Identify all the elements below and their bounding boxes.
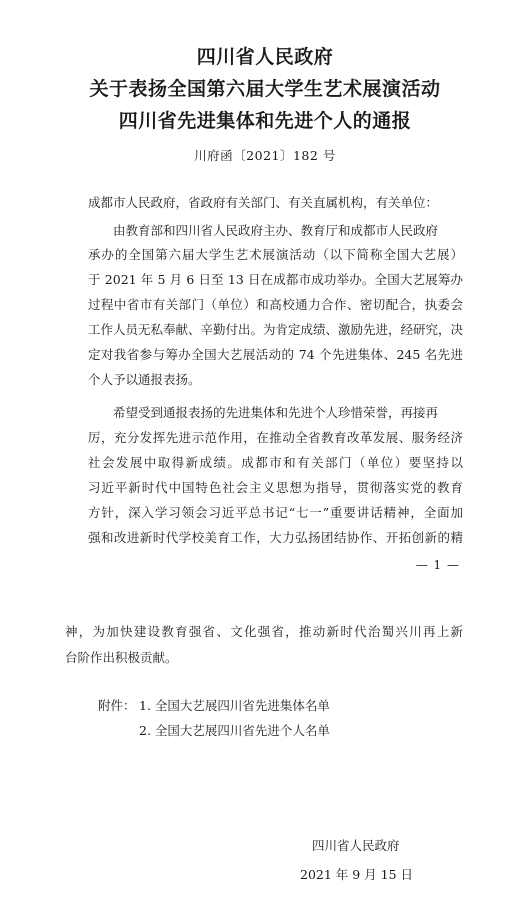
paragraph-1-line: 于 2021 年 5 月 6 日至 13 日在成都市成功举办。全国大艺展筹办	[88, 272, 463, 287]
signature-organization: 四川省人民政府	[312, 838, 400, 853]
attachment-item: 1. 全国大艺展四川省先进集体名单	[139, 698, 330, 713]
title-line-2: 关于表扬全国第六届大学生艺术展演活动	[89, 78, 441, 100]
title-line-1: 四川省人民政府	[196, 46, 334, 68]
signature-date: 2021 年 9 月 15 日	[300, 867, 414, 882]
paragraph-2-line: 习近平新时代中国特色社会主义思想为指导，贯彻落实党的教育	[88, 480, 463, 495]
paragraph-2-line: 希望受到通报表扬的先进集体和先进个人珍惜荣誉，再接再	[113, 405, 439, 420]
paragraph-2-line: 强和改进新时代学校美育工作，大力弘扬团结协作、开拓创新的精	[88, 530, 463, 545]
paragraph-1-line: 由教育部和四川省人民政府主办、教育厅和成都市人民政府	[113, 223, 439, 238]
paragraph-1-line: 定对我省参与筹办全国大艺展活动的 74 个先进集体、245 名先进	[88, 347, 463, 362]
paragraph-1-line: 个人予以通报表扬。	[88, 372, 201, 387]
paragraph-1-line: 工作人员无私奉献、辛勤付出。为肯定成绩、激励先进，经研究，决	[88, 322, 463, 337]
paragraph-1-line: 过程中省市有关部门（单位）和高校通力合作、密切配合，执委会	[88, 297, 463, 312]
document-number: 川府函〔2021〕182 号	[194, 148, 336, 163]
paragraph-2-line: 方针，深入学习领会习近平总书记“七一”重要讲话精神，全面加	[88, 505, 463, 520]
paragraph-2-continued-line: 神，为加快建设教育强省、文化强省，推动新时代治蜀兴川再上新	[65, 624, 463, 639]
title-line-3: 四川省先进集体和先进个人的通报	[118, 110, 412, 132]
attachments-label: 附件：	[98, 698, 136, 713]
page-number: — 1 —	[415, 558, 460, 572]
paragraph-2-line: 社会发展中取得新成绩。成都市和有关部门（单位）要坚持以	[88, 455, 463, 470]
attachment-item: 2. 全国大艺展四川省先进个人名单	[139, 723, 330, 738]
paragraph-2-continued-line: 台阶作出积极贡献。	[65, 650, 178, 665]
paragraph-1-line: 承办的全国第六届大学生艺术展演活动（以下简称全国大艺展）	[88, 247, 463, 262]
paragraph-2-line: 厉，充分发挥先进示范作用，在推动全省教育改革发展、服务经济	[88, 430, 463, 445]
addressee: 成都市人民政府，省政府有关部门、有关直属机构，有关单位：	[88, 195, 439, 210]
